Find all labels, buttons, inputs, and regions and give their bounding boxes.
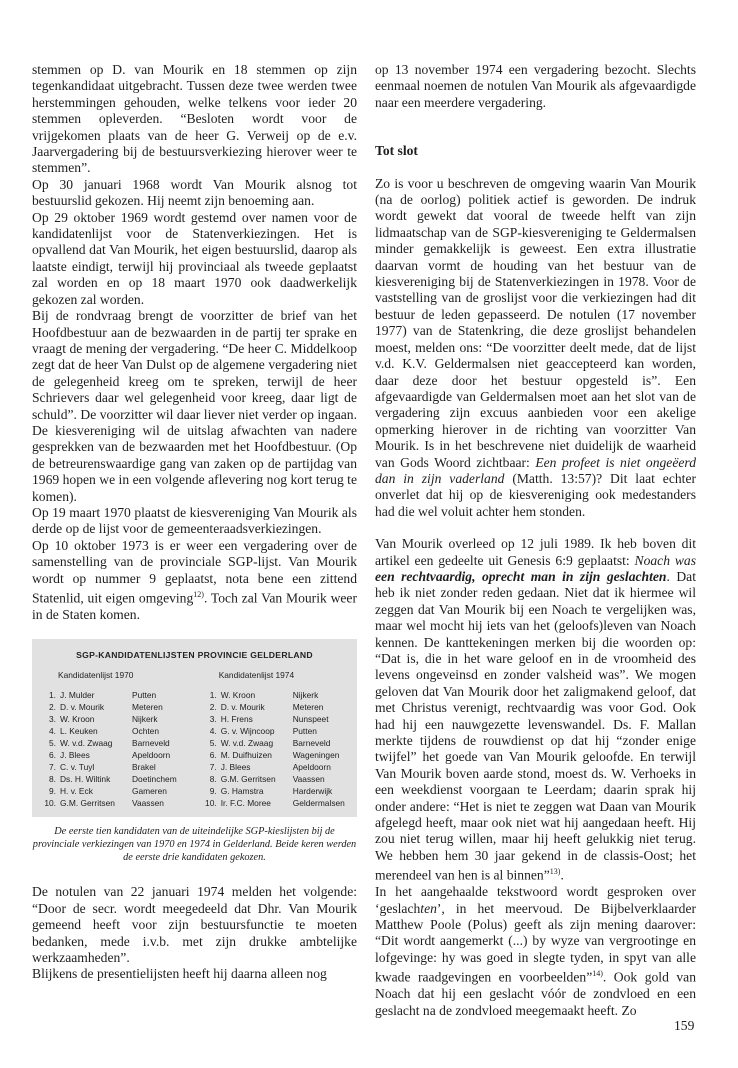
candidate-place: Nijkerk (132, 714, 158, 725)
candidate-row (40, 749, 188, 761)
candidate-name: G. v. Wijncoop (220, 726, 275, 737)
candidate-number: 6. (209, 750, 217, 761)
candidate-place: Vaassen (132, 798, 164, 809)
candidate-name: Ir. F.C. Moree (220, 798, 271, 809)
paragraph: Op 30 januari 1968 wordt Van Mourik alsnog tot bestuurslid gekozen. Hij neemt zijn benoeming aan. (32, 176, 357, 209)
paragraph: In het aangehaalde tekstwoord wordt gesproken over ‘geslachten’, in het meervoud. De Bijbelverklaarder Matthew Poole (Polus) geeft als zijn mening daarover: “Dit wordt aangemerkt (...) by wyze van vergrootinge en lofgevinge: hy was goed in slegte tyden, in spyt van alle kwade raadgevingen en voorbeelden”$^{14)}$. Ook gold van Noach dat hij een geslacht vóór de zondvloed en een geslacht na de zondvloed meegemaakt heeft. Zo (375, 884, 696, 1018)
list-1974 (201, 669, 349, 809)
candidate-number: 10. (205, 798, 217, 809)
candidate-number: 10. (44, 798, 56, 809)
candidate-place: Apeldoorn (292, 762, 331, 773)
list-1970 (40, 669, 188, 809)
candidate-row (40, 737, 188, 749)
paragraph: stemmen op D. van Mourik en 18 stemmen op zijn tegenkandidaat uitgebracht. Tussen deze twee werden twee herstemmingen gehouden, welke telkens voor ieder 20 stemmen opleverden. “Besloten wordt voor de vrijgekomen plaats van de heer G. Verweij op de e.v. Jaarvergadering bij de bestuursverkiezing hierover weer te stemmen”. (32, 62, 357, 176)
list-title: Kandidatenlijst 1974 (218, 670, 295, 681)
paragraph: Op 19 maart 1970 plaatst de kiesvereniging Van Mourik als derde op de lijst voor de gemeenteraadsverkiezingen. (32, 504, 357, 537)
paragraph: Zo is voor u beschreven de omgeving waarin Van Mourik (na de oorlog) politiek actief is geworden. De indruk wordt gewekt dat vooral de tweede helft van zijn lidmaatschap van de SGP-kiesvereniging te Geldermalsen minder gemakkelijk is geweest. Een extra illustratie daarvan vormt de houding van het bestuur van de kiesvereniging bij de Statenverkiezingen in 1978. Voor de vaststelling van de groslijst voor die verkiezingen had dit bestuur de leden gepasseerd. De notulen (17 november 1977) van de Statenkring, die deze groslijst behandelen moest, melden ons: “De voorzitter deelt mede, dat de lijst v.d. K.V. Geldermalsen niet geaccepteerd kan worden, daar deze door het bestuur opgesteld is”. Een afgevaardigde van Geldermalsen moet aan het slot van de vergadering zijn excuus aanbieden voor een akelige opmerking hierover in de richting van voorzitter Van Mourik. Is in het beschrevene niet duidelijk de waarheid van Gods Woord zichtbaar: Een profeet is niet ongeëerd dan in zijn vaderland (Matth. 13:57)? Dit laat echter onverlet dat hij op de kiesvereniging ook medestanders had die wel voluit achter hem stonden. (375, 175, 697, 519)
candidate-number: 5. (49, 738, 56, 749)
candidate-place: Brakel (132, 762, 156, 773)
footnote-ref: 13) (549, 867, 561, 877)
page-number: 159 (674, 1018, 695, 1033)
footnote-ref: 12) (193, 590, 204, 599)
candidate-name: H. Frens (220, 714, 253, 725)
candidate-name: M. Duifhuizen (220, 750, 272, 761)
candidate-name: C. v. Tuyl (60, 762, 95, 773)
candidate-row (201, 761, 349, 773)
candidate-row (201, 797, 349, 809)
candidate-row (40, 689, 188, 701)
paragraph: Bij de rondvraag brengt de voorzitter de brief van het Hoofdbestuur aan de bezwaarden in de partij ter sprake en vraagt de mening der vergadering. “De heer C. Middelkoop zegt dat de heer Van Dulst op de algemene vergadering niet de gelegenheid kreeg om te spreken, terwijl de heer Schrievers daar wel gelegenheid voor kreeg, daar ligt de schuld”. De voorzitter wil daar liever niet verder op ingaan. De kiesvereniging wil de uitslag afwachten van nadere gesprekken van de bezwaarden met het Hoofdbestuur. (Op de betreurenswaardige gang van zaken op de partijdag van 1969 hopen we in een volgende aflevering nog kort terug te komen). (32, 308, 357, 504)
candidate-number: 9. (209, 786, 217, 797)
candidate-row (40, 797, 188, 809)
candidate-name: G. Hamstra (220, 786, 264, 797)
paragraph: Blijkens de presentielijsten heeft hij daarna alleen nog (32, 966, 327, 982)
candidate-number: 9. (49, 786, 56, 797)
candidate-place: Meteren (292, 702, 324, 713)
candidate-place: Putten (292, 726, 317, 737)
candidate-number: 1. (49, 690, 56, 701)
candidate-name: Ds. H. Wiltink (60, 774, 111, 785)
candidate-place: Nunspeet (292, 714, 329, 725)
candidate-row (201, 713, 349, 725)
candidate-name: D. v. Mourik (60, 702, 105, 713)
candidate-place: Apeldoorn (132, 750, 171, 761)
candidate-row (40, 713, 188, 725)
candidate-name: W. v.d. Zwaag (60, 738, 113, 749)
candidate-lists-box (32, 639, 357, 817)
candidate-name: H. v. Eck (60, 786, 93, 797)
candidate-place: Geldermalsen (292, 798, 345, 809)
candidate-place: Barneveld (292, 738, 331, 749)
candidate-number: 3. (49, 714, 56, 725)
candidate-row (201, 773, 349, 785)
candidate-row (201, 785, 349, 797)
candidate-row (201, 689, 349, 701)
candidate-row (40, 761, 188, 773)
candidate-place: Putten (132, 690, 157, 701)
candidate-number: 2. (209, 702, 217, 713)
footnote-ref: 14) (592, 969, 603, 979)
candidate-place: Wageningen (292, 750, 340, 761)
candidate-name: L. Keuken (60, 726, 98, 737)
paragraph: De notulen van 22 januari 1974 melden het volgende: “Door de secr. wordt meegedeeld dat Dhr. Van Mourik gemeend heeft voor zijn bestuursfunctie te moeten bedanken, mede i.v.b. met zijn drukke ambtelijke werkzaamheden”. (32, 884, 357, 965)
box-caption: De eerste tien kandidaten van de uiteindelijke SGP-kieslijsten bij de provinciale verkiezingen van 1970 en 1974 in Gelderland. Beide keren werden de eerste drie kandidaten gekozen. (32, 826, 357, 864)
section-heading: Tot slot (375, 143, 418, 159)
candidate-place: Barneveld (132, 738, 170, 749)
candidate-name: J. Blees (220, 762, 251, 773)
candidate-row (201, 749, 349, 761)
candidate-row (40, 701, 188, 713)
candidate-number: 4. (209, 726, 217, 737)
box-title: SGP-KANDIDATENLIJSTEN PROVINCIE GELDERLAND (76, 650, 313, 661)
candidate-number: 7. (209, 762, 217, 773)
candidate-name: D. v. Mourik (220, 702, 265, 713)
paragraph: Op 10 oktober 1973 is er weer een vergadering over de samenstelling van de provinciale SGP-lijst. Van Mourik wordt op nummer 9 geplaatst, nota bene een zittend Statenlid, uit eigen omgeving$^{12)}$. Toch zal Van Mourik weer in de Staten komen. (32, 537, 357, 622)
candidate-row (40, 773, 188, 785)
right-column (375, 62, 696, 1019)
candidate-number: 4. (49, 726, 56, 737)
candidate-place: Ochten (132, 726, 160, 737)
candidate-name: W. Kroon (60, 714, 95, 725)
paragraph: Van Mourik overleed op 12 juli 1989. Ik heb boven dit artikel een gedeelte uit Genesis 6:9 geplaatst: Noach was een rechtvaardig, oprecht man in zijn geslachten. Dat heb ik niet zonder reden gedaan. Niet dat ik hiermee wil zeggen dat Van Mourik bij een Noach te vergelijken was, maar wel mocht hij iets van het (geloofs)leven van Noach kennen. De kanttekeningen merken bij die woorden op: “Dat is, die in het ware geloof en in de vroomheid des levens ongeveinsd en zonder valsheid was”. We mogen geloven dat Van Mourik door het zaligmakend geloof, dat met Christus verenigt, rechtvaardig was voor God. Ook had hij een nauwgezette levenswandel. Ds. F. Mallan merkte tijdens de rouwdienst op dat hij “zonder enige twijfel” het goede van Van Mourik geloofde. En terwijl Van Mourik boven aarde stond, moest ds. W. Verhoeks in een weekdienst voorgaan te Leerdam; daarin sprak hij onder andere: “Het is niet te zeggen wat Daan van Mourik afgelegd heeft, maar ook niet wat hij aangedaan heeft. Hij zou niet terug willen, maar hij heeft gelukkig niet terug. We hebben hem 30 jaar gekend in de classis-Oost; het merendeel van hen is al binnen”$^{13)}$. (375, 536, 696, 883)
candidate-name: J. Mulder (60, 690, 95, 701)
paragraph: Op 29 oktober 1969 wordt gestemd over namen voor de kandidatenlijst voor de Statenverkiezingen. Het is opvallend dat Van Mourik, het eigen bestuurslid, daarop als laatste eindigt, terwijl hij provinciaal als tweede geplaatst zal worden en op 18 maart 1970 ook daadwerkelijk gekozen zal worden. (32, 209, 357, 307)
candidate-number: 7. (49, 762, 56, 773)
candidate-number: 8. (209, 774, 217, 785)
list-title: Kandidatenlijst 1970 (58, 670, 134, 681)
candidate-row (201, 701, 349, 713)
candidate-name: G.M. Gerritsen (220, 774, 276, 785)
candidate-name: G.M. Gerritsen (60, 798, 115, 809)
candidate-place: Vaassen (292, 774, 325, 785)
candidate-row (201, 725, 349, 737)
candidate-place: Gameren (132, 786, 167, 797)
candidate-row (40, 725, 188, 737)
candidate-number: 2. (49, 702, 56, 713)
candidate-row (201, 737, 349, 749)
candidate-name: W. v.d. Zwaag (220, 738, 274, 749)
candidate-number: 6. (49, 750, 56, 761)
paragraph: op 13 november 1974 een vergadering bezocht. Slechts eenmaal noemen de notulen Van Mourik als afgevaardigde naar een meerdere vergadering. (375, 62, 696, 110)
candidate-place: Harderwijk (292, 786, 333, 797)
candidate-number: 5. (209, 738, 217, 749)
candidate-name: J. Blees (60, 750, 90, 761)
candidate-name: W. Kroon (220, 690, 256, 701)
candidate-place: Doetinchem (132, 774, 177, 785)
left-column (32, 62, 357, 983)
candidate-row (40, 785, 188, 797)
candidate-place: Nijkerk (292, 690, 319, 701)
candidate-number: 3. (209, 714, 217, 725)
candidate-place: Meteren (132, 702, 163, 713)
candidate-number: 8. (49, 774, 56, 785)
candidate-number: 1. (209, 690, 217, 701)
